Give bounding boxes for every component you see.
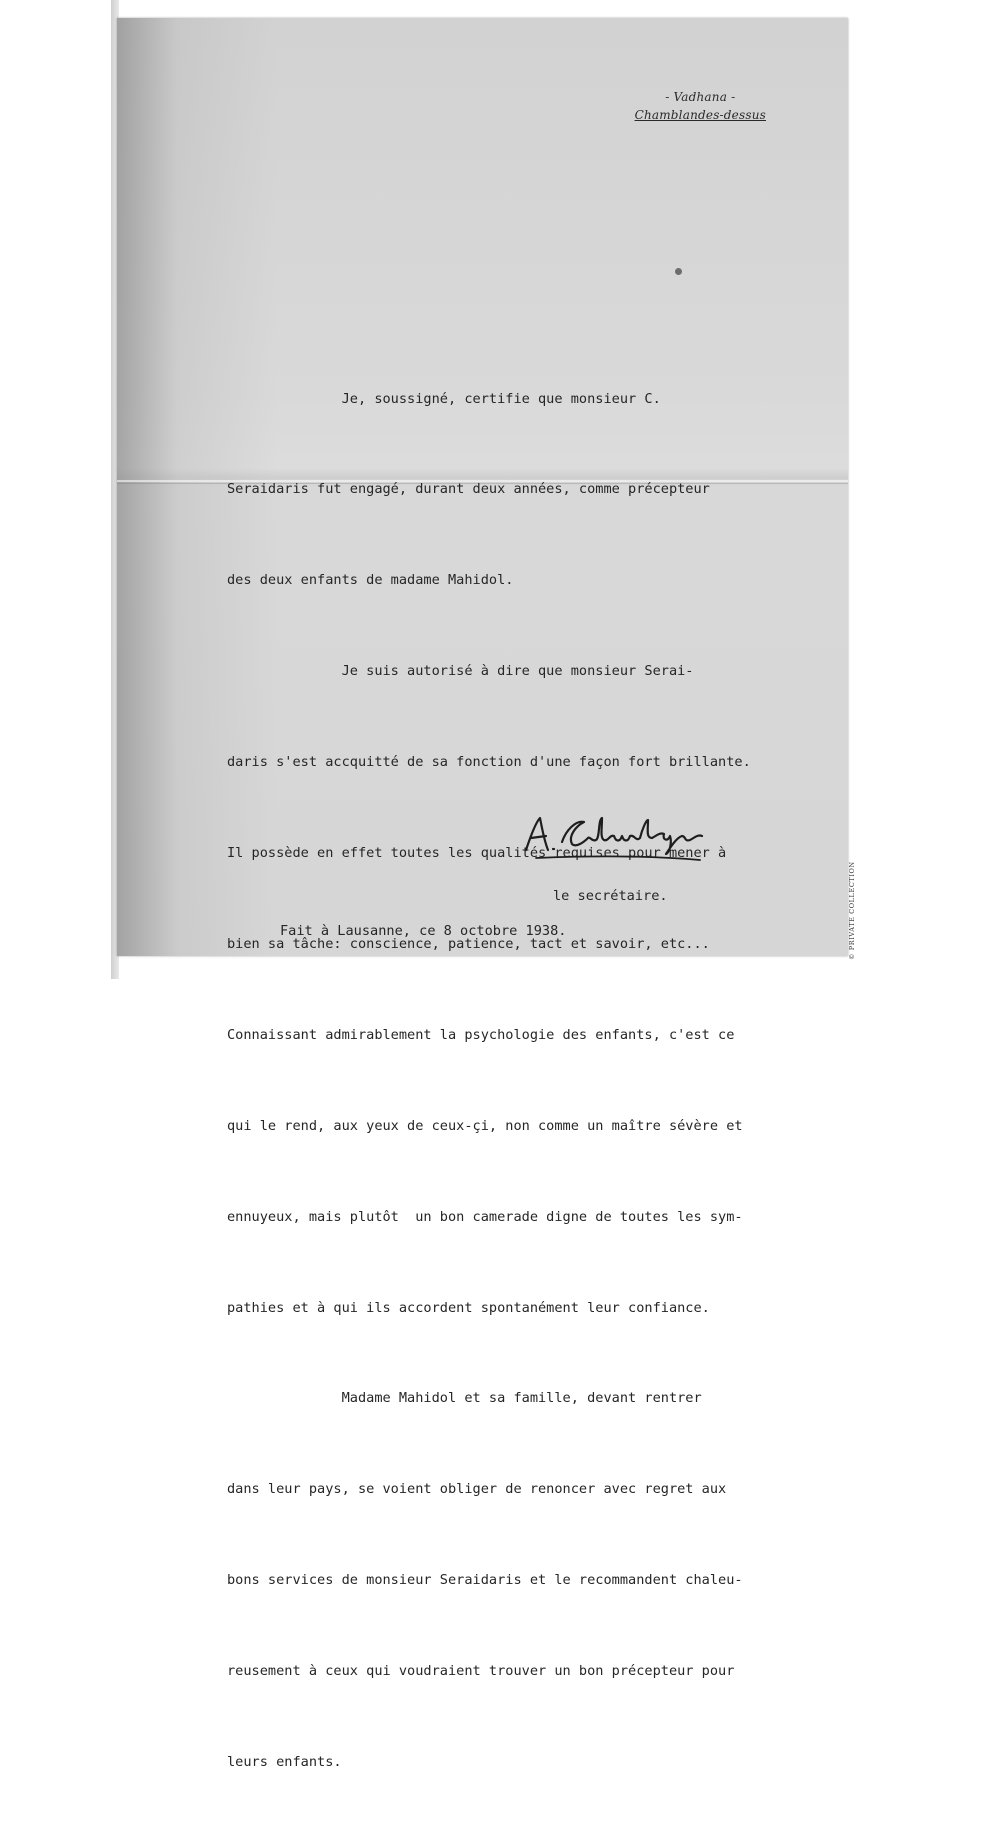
body-line: Seraidaris fut engagé, durant deux années, comme précepteur <box>227 481 710 498</box>
signatory-title: le secrétaire. <box>553 888 668 904</box>
body-line: leurs enfants. <box>227 1753 342 1770</box>
body-line: ennuyeux, mais plutôt un bon camerade digne de toutes les sym- <box>227 1208 743 1225</box>
body-line: Madame Mahidol et sa famille, devant rentrer <box>227 1390 702 1407</box>
punch-hole <box>675 268 682 275</box>
letterhead-name: - Vadhana - <box>665 90 736 104</box>
body-line: daris s'est accquitté de sa fonction d'une façon fort brillante. <box>227 754 751 771</box>
body-line: des deux enfants de madame Mahidol. <box>227 572 514 589</box>
letter-body <box>227 323 827 1838</box>
body-line: bons services de monsieur Seraidaris et le recommandent chaleu- <box>227 1572 743 1589</box>
body-line: dans leur pays, se voient obliger de renoncer avec regret aux <box>227 1481 727 1498</box>
body-line: Je, soussigné, certifie que monsieur C. <box>227 390 661 407</box>
handwritten-signature <box>522 808 727 868</box>
letterhead <box>635 88 766 124</box>
body-line: Il possède en effet toutes les qualités requises pour mener à <box>227 845 727 862</box>
letterhead-address: Chamblandes-dessus <box>634 108 766 122</box>
body-line: qui le rend, aux yeux de ceux-çi, non comme un maître sévère et <box>227 1117 743 1134</box>
place-and-date: Fait à Lausanne, ce 8 octobre 1938. <box>280 923 567 939</box>
photo-credit: © PRIVATE COLLECTION <box>848 861 856 960</box>
body-line: Connaissant admirablement la psychologie des enfants, c'est ce <box>227 1026 735 1043</box>
body-line: reusement à ceux qui voudraient trouver un bon précepteur pour <box>227 1663 735 1680</box>
body-line: Je suis autorisé à dire que monsieur Serai- <box>227 663 694 680</box>
body-line: pathies et à qui ils accordent spontanément leur confiance. <box>227 1299 710 1316</box>
letter-page <box>117 18 848 1770</box>
body-line: bien sa tâche: conscience, patience, tact et savoir, etc... <box>227 935 710 952</box>
